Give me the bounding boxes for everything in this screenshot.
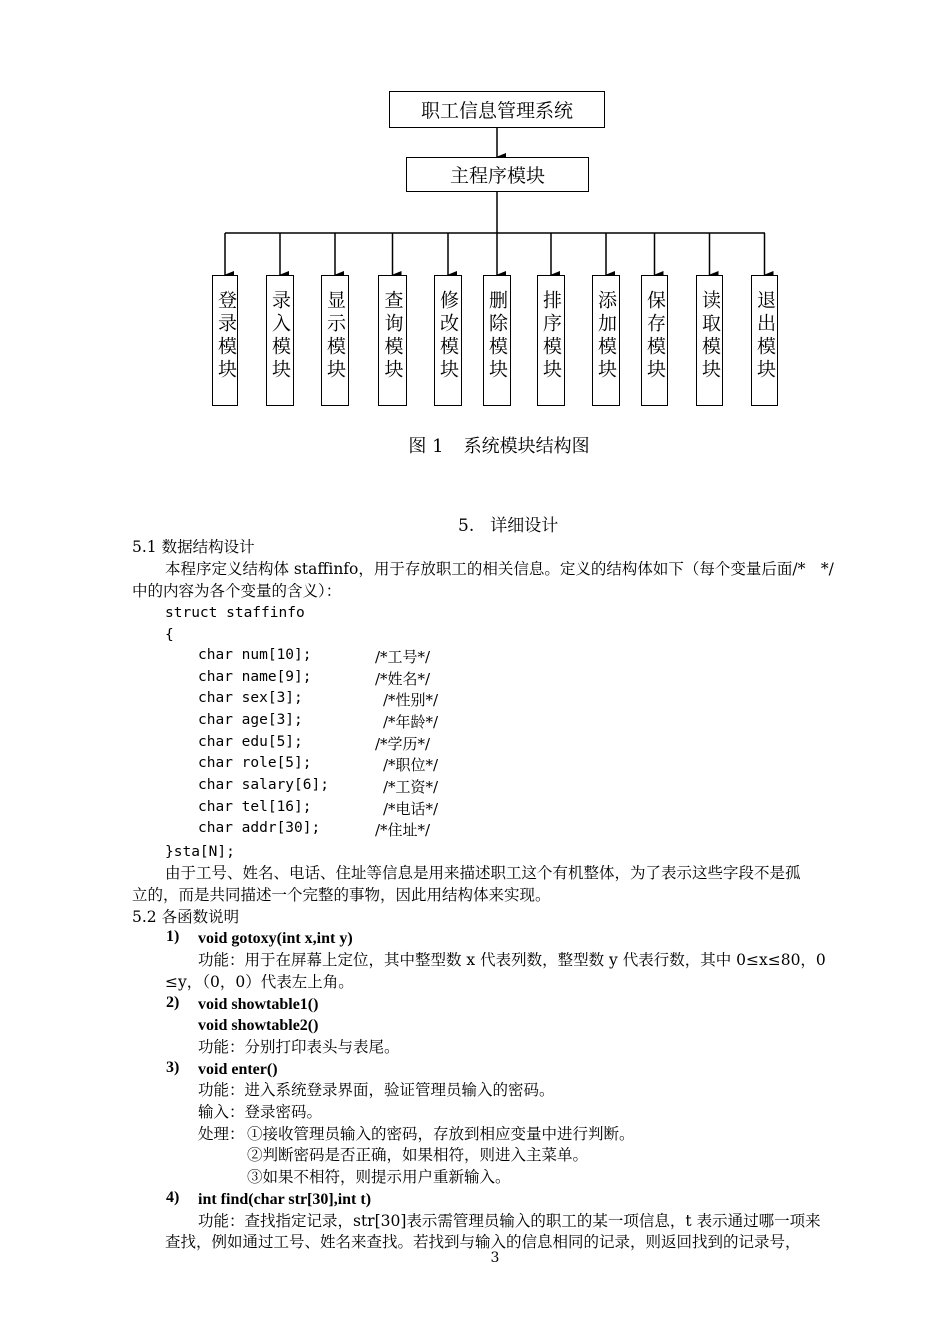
code-comment: /*学历*/ xyxy=(375,735,431,753)
paragraph-line: 本程序定义结构体 staffinfo，用于存放职工的相关信息。定义的结构体如下（每个变量后面/* */ xyxy=(165,560,834,578)
module-label: 保存模块 xyxy=(644,290,666,382)
module-label: 录入模块 xyxy=(269,290,291,382)
function-description: 查找，例如通过工号、姓名来查找。若找到与输入的信息相同的记录，则返回找到的记录号， xyxy=(165,1233,801,1251)
code-comment: /*职位*/ xyxy=(383,756,439,774)
function-signature: void showtable2() xyxy=(198,1017,319,1034)
module-modify xyxy=(434,275,462,406)
module-input xyxy=(266,275,294,406)
function-description: 功能：分别打印表头与表尾。 xyxy=(198,1038,400,1056)
process-step: ②判断密码是否正确，如果相符，则进入主菜单。 xyxy=(247,1146,589,1164)
code-field: char sex[3]; xyxy=(198,690,303,706)
code-struct-open: struct staffinfo xyxy=(165,605,305,621)
function-process-label: 处理： xyxy=(198,1125,245,1143)
module-delete xyxy=(483,275,511,406)
page-number: 3 xyxy=(490,1250,500,1266)
main-module-box xyxy=(406,157,589,192)
code-comment: /*电话*/ xyxy=(383,800,439,818)
system-root-label: 职工信息管理系统 xyxy=(420,100,573,122)
code-comment: /*年龄*/ xyxy=(383,713,439,731)
paragraph-line: 由于工号、姓名、电话、住址等信息是用来描述职工这个有机整体，为了表示这些字段不是孤 xyxy=(165,864,801,882)
function-description: 功能：进入系统登录界面，验证管理员输入的密码。 xyxy=(198,1081,555,1099)
code-comment: /*工资*/ xyxy=(383,778,439,796)
main-module-label: 主程序模块 xyxy=(449,165,545,187)
module-exit xyxy=(751,275,778,406)
function-description: 功能：用于在屏幕上定位，其中整型数 x 代表列数，整型数 y 代表行数，其中 0≤x≤80，0 xyxy=(198,951,826,969)
figure-caption xyxy=(0,432,950,458)
code-field: char addr[30]; xyxy=(198,820,321,836)
module-label: 修改模块 xyxy=(437,290,459,382)
module-add xyxy=(592,275,620,406)
module-login xyxy=(212,275,238,406)
paragraph-line: 中的内容为各个变量的含义）： xyxy=(132,582,342,600)
code-field: char tel[16]; xyxy=(198,799,312,815)
section-heading xyxy=(458,511,558,536)
process-step: ③如果不相符，则提示用户重新输入。 xyxy=(247,1168,511,1186)
module-sort xyxy=(537,275,565,406)
function-signature: void enter() xyxy=(198,1061,278,1078)
code-field: char age[3]; xyxy=(198,712,303,728)
code-field: char name[9]; xyxy=(198,669,312,685)
subsection-heading: 5.1 数据结构设计 xyxy=(132,538,255,556)
code-comment: /*性别*/ xyxy=(383,691,439,709)
function-description: ≤y，（0，0）代表左上角。 xyxy=(165,973,354,991)
code-comment: /*姓名*/ xyxy=(375,670,431,688)
item-number: 2) xyxy=(166,994,180,1011)
subsection-heading: 5.2 各函数说明 xyxy=(132,908,240,926)
module-label: 添加模块 xyxy=(595,290,617,382)
module-label: 退出模块 xyxy=(754,290,776,382)
code-field: char salary[6]; xyxy=(198,777,329,793)
item-number: 1) xyxy=(166,928,180,945)
module-label: 显示模块 xyxy=(324,290,346,382)
module-label: 读取模块 xyxy=(699,290,721,382)
code-brace-open: { xyxy=(165,627,174,643)
function-signature: void gotoxy(int x,int y) xyxy=(198,930,353,947)
module-save xyxy=(641,275,668,406)
process-step: ①接收管理员输入的密码，存放到相应变量中进行判断。 xyxy=(247,1125,635,1143)
section-title: 详细设计 xyxy=(490,516,559,536)
module-read xyxy=(696,275,723,406)
code-struct-close: }sta[N]; xyxy=(165,844,235,860)
code-comment: /*住址*/ xyxy=(375,821,431,839)
section-number: 5. xyxy=(458,516,475,536)
module-label: 查询模块 xyxy=(381,290,404,382)
function-description: 功能：查找指定记录，str[30]表示需管理员输入的职工的某一项信息，t 表示通过哪一项来 xyxy=(198,1212,821,1230)
figure-title: 系统模块结构图 xyxy=(463,436,590,457)
module-query xyxy=(378,275,407,406)
item-number: 3) xyxy=(166,1059,180,1076)
function-signature: int find(char str[30],int t) xyxy=(198,1191,372,1208)
module-display xyxy=(321,275,349,406)
item-number: 4) xyxy=(166,1189,180,1206)
module-label: 删除模块 xyxy=(486,290,508,382)
diagram-connectors xyxy=(0,0,950,420)
code-field: char role[5]; xyxy=(198,755,312,771)
paragraph-line: 立的，而是共同描述一个完整的事物，因此用结构体来实现。 xyxy=(132,886,551,904)
module-label: 登录模块 xyxy=(215,290,237,382)
code-comment: /*工号*/ xyxy=(375,648,431,666)
function-input: 输入：登录密码。 xyxy=(198,1103,323,1121)
figure-number: 图 1 xyxy=(408,436,444,457)
module-label: 排序模块 xyxy=(540,290,562,382)
code-field: char edu[5]; xyxy=(198,734,303,750)
code-field: char num[10]; xyxy=(198,647,312,663)
function-signature: void showtable1() xyxy=(198,996,319,1013)
system-root-box xyxy=(389,91,605,128)
